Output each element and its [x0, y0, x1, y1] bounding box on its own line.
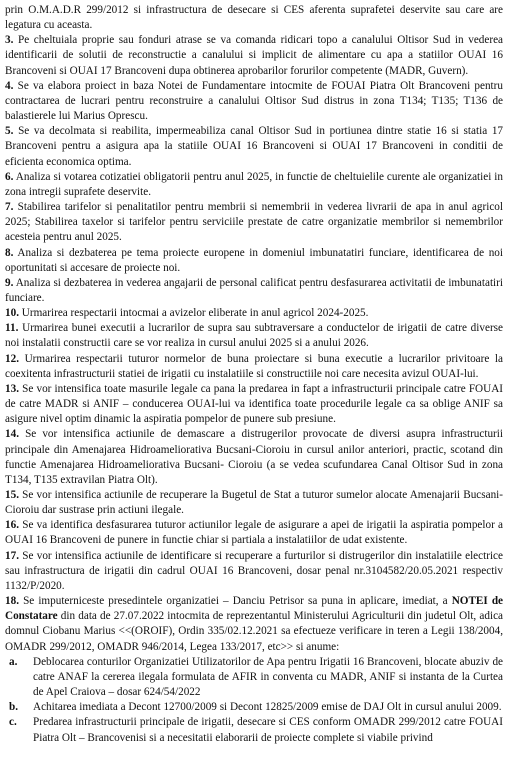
item-number: 14. — [5, 428, 19, 441]
item-text: Urmarirea respectarii intocmai a avizelor eliberate in anul agricol 2024-2025. — [21, 307, 369, 320]
item-text: Analiza si dezbaterea in vederea angajarii de personal calificat pentru desfasurarea activitatii de imbunatatiri funciare. — [5, 276, 503, 304]
list-item — [5, 549, 503, 594]
item-number: 15. — [5, 489, 19, 501]
item-text: Se vor intensifica actiunile de recuperare la Bugetul de Stat a tuturor sumelor alocate Amenajarii Bucsani-Cioroiu dar sustrase prin actiuni ilegale. — [5, 489, 503, 517]
sub-list-item — [5, 655, 503, 700]
list-item — [5, 352, 503, 382]
item-text: Pe cheltuiala proprie sau fonduri atrase se va comanda ridicari topo a canalului Oltisor Sud in vederea identificarii de solutii de reconstructie a canalului si implicit de alimentare cu apa a statiilor OUAI 16 Brancoveni si OUAI 17 Brancoveni dupa obtinerea aprobarilor forurilor competente (MADR, Guvern). — [5, 34, 503, 77]
list-item — [5, 321, 503, 351]
item-number: 12. — [5, 352, 19, 365]
item-text: Urmarirea bunei executii a lucrarilor de supra sau subtraversare a conductelor de irigatii de catre diverse noi instalatii constructii care se vor realiza in cursul anului 2025 si a anului 2026. — [5, 322, 503, 350]
item-number: 6. — [5, 170, 14, 183]
list-item — [5, 427, 503, 488]
list-item — [5, 306, 503, 321]
sub-list-item — [5, 715, 503, 745]
list-item-18 — [5, 594, 503, 655]
item-number: 7. — [5, 201, 14, 214]
note-title: NOTEI de Constatare — [5, 595, 504, 623]
item-number: 9. — [5, 276, 14, 289]
item-text: Se vor intensifica toate masurile legale ca pana la predarea in fapt a infrastructurii principale catre FOUAI de catre MADR si ANIF – conducerea OUAI-lui va identifica toate procedurile legale ca sa oblige ANIF sa asigure nivel optim dinamic la aspiratia pompelor de punere sub presiune. — [5, 382, 503, 426]
sub-list-item — [5, 700, 503, 715]
item-text: Se imputerniceste presedintele organizatiei – Danciu Petrisor sa puna in aplicare, imediat, a — [23, 595, 448, 608]
item-number: 13. — [5, 382, 19, 395]
item-text: Se vor intensifica actiunile de demascare a distrugerilor provocate de diversi asupra infrastructurii principale din Amenajarea Hidroameliorativa Bucsani-Cioroiu in cursul anilor anteriori, practic, scotand din functie Amenajarea Hidroameliorativa Bucsani- Cioroiu (a se vedea scufundarea Canal Oltisor Sud in zona T134, T135 extravilan Piatra Olt). — [5, 428, 503, 486]
list-item — [5, 246, 503, 276]
item-text: Urmarirea respectarii tuturor normelor de buna proiectare si buna executie a lucrarilor privitoare la coexitenta infrastructurii statiei de irigatii cu instalatiile si constructiile noi care necesita avizul OUAI-lui. — [5, 352, 504, 380]
sub-item-label: b. — [9, 701, 19, 714]
item-number: 4. — [5, 79, 14, 92]
item-number: 11. — [5, 322, 19, 335]
item-text: Se va decolmata si reabilita, impermeabiliza canal Oltisor Sud in portiunea dintre statie 16 si statia 17 Brancoveni pentru a asigura apa la statiile OUAI 16 Brancoveni si OUAI 17 Brancoveni in conditii de eficienta economica optima. — [5, 125, 504, 168]
document-page — [5, 3, 503, 746]
numbered-list — [5, 33, 503, 594]
item-number: 16. — [5, 519, 19, 532]
lead-paragraph: prin O.M.A.D.R 299/2012 si infrastructura de desecare si CES aferenta suprafetei deservite sau care are legatura cu aceasta. — [5, 4, 503, 32]
list-item — [5, 170, 503, 200]
sub-item-label: a. — [9, 655, 18, 668]
item-text: Se va elabora proiect in baza Notei de Fundamentare intocmite de FOUAI Piatra Olt Brancoveni pentru contractarea de lucrari pentru reconstruire a canalului Oltisor Sud distrus in zona T134; T135; T136 de balastierele lui Marius Oprescu. — [5, 79, 503, 123]
item-text: Analiza si votarea cotizatiei obligatorii pentru anul 2025, in functie de cheltuielile curente ale organizatiei in zona intregii suprafete deservite. — [5, 170, 503, 198]
list-item — [5, 276, 503, 306]
list-item — [5, 518, 503, 548]
list-item — [5, 33, 503, 78]
list-item — [5, 124, 503, 169]
sub-list — [5, 655, 503, 746]
list-item — [5, 79, 503, 124]
item-text: Stabilirea tarifelor si penalitatilor pentru membrii si nemembrii in vederea livrarii de apa in anul agricol 2025; Stabilirea taxelor si tarifelor pentru serviciile prestate de catre organizatie membrilor si nemembrilor acesteia pentru anul 2025. — [5, 201, 503, 244]
item-number: 10. — [5, 307, 19, 320]
item-text-continued: din data de 27.07.2022 intocmita de reprezentantul Ministerului Agriculturii din judetul Olt, adica domnul Ciobanu Marius <<(OROIF), Ordin 335/02.12.2021 sa efectueze verificare in teren a Legii 138/2004, OMADR 299/2012, OMADR 946/2014, Legea 133/2017, etc>> si anume: — [5, 610, 503, 653]
list-item — [5, 382, 503, 427]
sub-item-label: c. — [9, 716, 17, 729]
sub-item-text: Deblocarea conturilor Organizatiei Utilizatorilor de Apa pentru Irigatii 16 Brancoveni, blocate abuziv de catre ANAF la cererea ilegala formulata de AFIR in conventa cu MADR, ANIF si instanta de la Curtea de Apel Craiova – dosar 624/54/2022 — [33, 655, 503, 699]
item-text: Se va identifica desfasurarea tuturor actiunilor legale de asigurare a apei de irigatii la aspiratia pompelor a OUAI 16 Brancoveni de punere in functie chiar si partiala a instalatiilor de udat existente. — [5, 519, 503, 547]
item-number: 5. — [5, 125, 14, 138]
item-number: 8. — [5, 246, 14, 259]
list-item — [5, 488, 503, 518]
item-number: 18. — [5, 595, 19, 608]
item-text: Analiza si dezbaterea pe tema proiecte europene in domeniul imbunatatiri funciare, identificarea de noi oportunitati si accesare de proiecte noi. — [5, 246, 503, 274]
sub-item-text: Achitarea imediata a Decont 12700/2009 si Decont 12825/2009 emise de DAJ Olt in cursul anului 2009. — [33, 701, 502, 714]
item-number: 17. — [5, 549, 19, 562]
item-number: 3. — [5, 34, 14, 47]
sub-item-text: Predarea infrastructurii principale de irigatii, desecare si CES conform OMADR 299/2012 catre FOUAI Piatra Olt – Brancovenisi si a necesitatii elaborarii de proiecte complete si viabile privind — [33, 716, 503, 744]
list-item — [5, 200, 503, 245]
item-text: Se vor intensifica actiunile de identificare si recuperare a furturilor si distrugerilor din instalatiile electrice sau infrastructura de irigatii din cadrul OUAI 16 Brancoveni, dosar penal nr.3104582/20.05.2021 respectiv 1132/P/2020. — [5, 549, 503, 592]
